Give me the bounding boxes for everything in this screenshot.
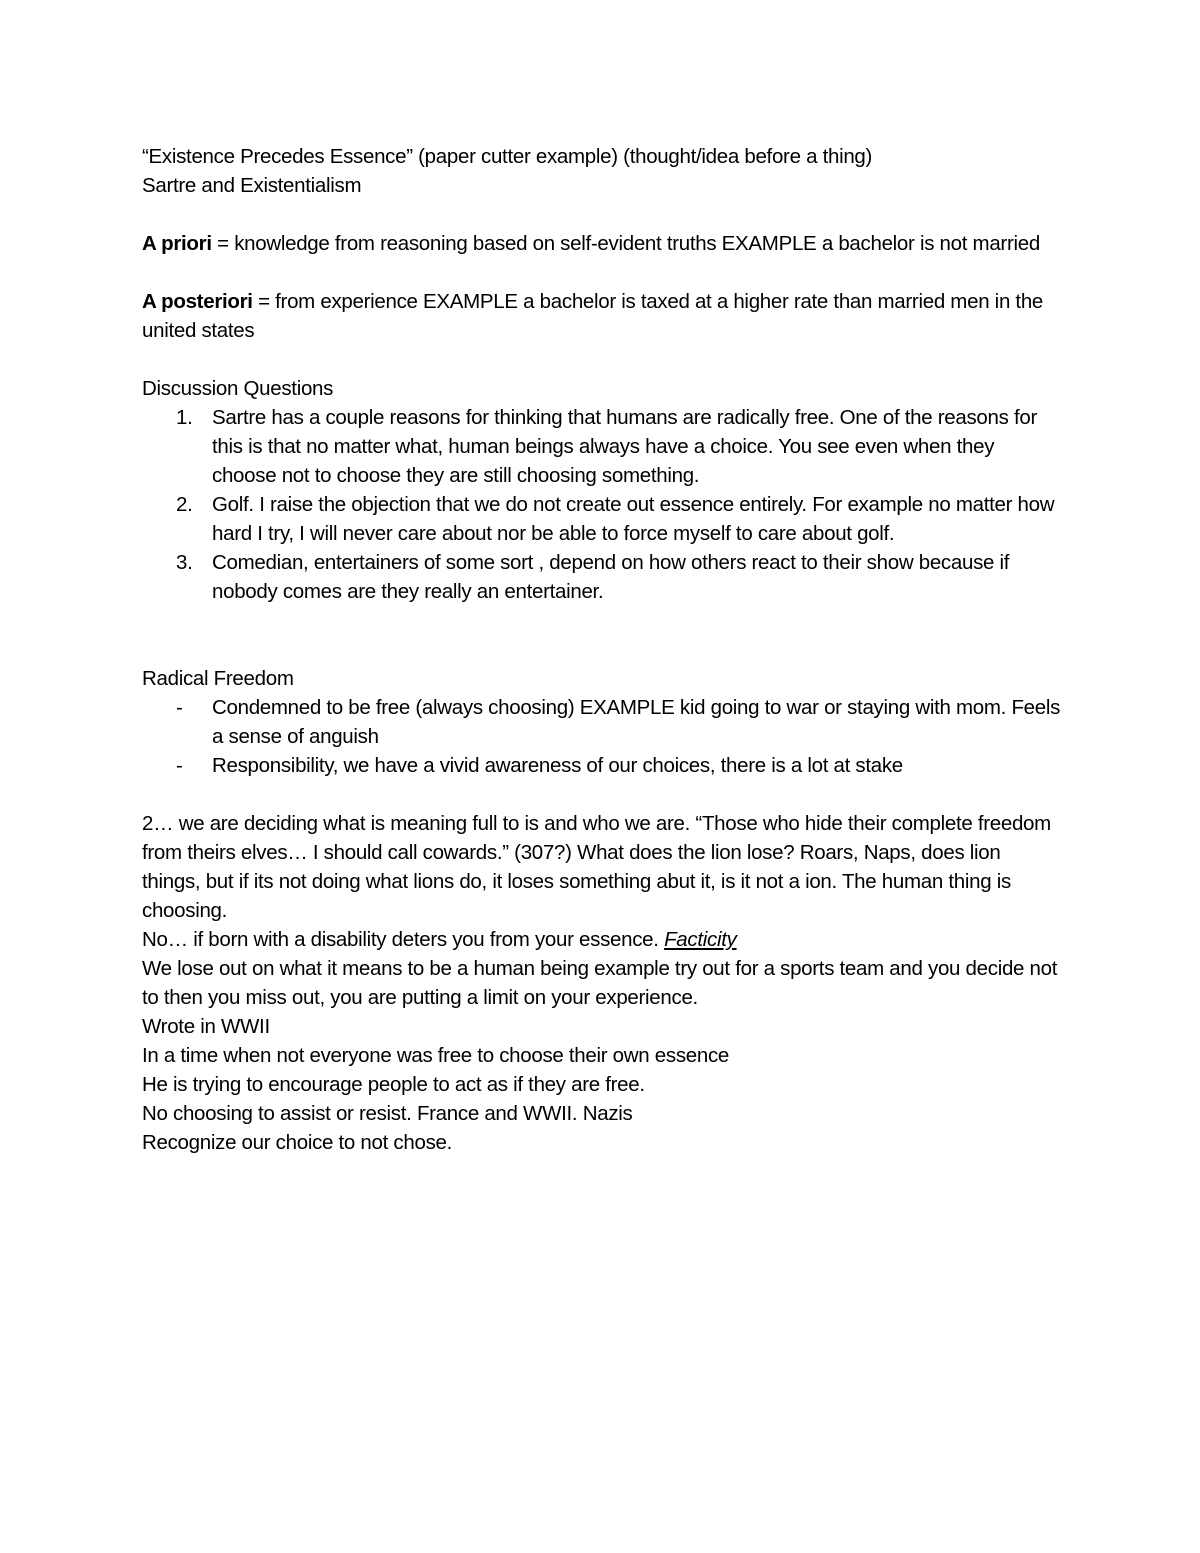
list-item — [142, 403, 1062, 490]
list-item — [142, 490, 1062, 548]
page-subtitle: Sartre and Existentialism — [142, 174, 362, 197]
list-item-text: Sartre has a couple reasons for thinking that humans are radically free. One of the reasons for this is that no matter what, human beings always have a choice. You see even when they choose not to choose they are still choosing something. — [212, 406, 1037, 487]
list-marker: 3. — [176, 551, 193, 574]
definition-a-priori — [142, 229, 1062, 258]
definition-term: A priori — [142, 232, 212, 255]
list-marker: 1. — [176, 406, 193, 429]
facticity-prefix: No… if born with a disability deters you from your essence. — [142, 928, 665, 951]
list-item — [142, 693, 1062, 751]
definition-a-posteriori — [142, 287, 1062, 345]
notes-paragraph: 2… we are deciding what is meaning full to is and who we are. “Those who hide their complete freedom from theirs elves… I should call cowards.” (307?) What does the lion lose? Roars, Naps, does lion things, but if its not doing what lions do, it loses something abut it, is it not a ion. The human thing is choosing. — [142, 812, 1051, 922]
list-item-text: Golf. I raise the objection that we do not create out essence entirely. For example no matter how hard I try, I will never care about nor be able to force myself to care about golf. — [212, 493, 1055, 545]
list-item-text: Condemned to be free (always choosing) EXAMPLE kid going to war or staying with mom. Feels a sense of anguish — [212, 696, 1061, 748]
page-title: “Existence Precedes Essence” (paper cutter example) (thought/idea before a thing) — [142, 145, 873, 168]
facticity-link[interactable]: Facticity — [664, 928, 737, 951]
definition-text: = knowledge from reasoning based on self-evident truths EXAMPLE a bachelor is not married — [211, 232, 1040, 255]
notes-line: He is trying to encourage people to act as if they are free. — [142, 1073, 645, 1096]
list-item-text: Comedian, entertainers of some sort , depend on how others react to their show because if nobody comes are they really an entertainer. — [212, 551, 1010, 603]
notes-line: Recognize our choice to not chose. — [142, 1131, 453, 1154]
list-item — [142, 548, 1062, 606]
discussion-heading: Discussion Questions — [142, 377, 334, 400]
facticity-line — [142, 925, 1062, 954]
list-marker: 2. — [176, 493, 193, 516]
notes-line: No choosing to assist or resist. France and WWII. Nazis — [142, 1102, 633, 1125]
definition-term: A posteriori — [142, 290, 253, 313]
notes-line: In a time when not everyone was free to choose their own essence — [142, 1044, 730, 1067]
notes-line: Wrote in WWII — [142, 1015, 270, 1038]
notes-line: We lose out on what it means to be a human being example try out for a sports team and you decide not to then you miss out, you are putting a limit on your experience. — [142, 957, 1058, 1009]
definition-text: = from experience EXAMPLE a bachelor is taxed at a higher rate than married men in the united states — [142, 290, 1044, 342]
radical-freedom-heading: Radical Freedom — [142, 667, 294, 690]
list-marker: - — [176, 754, 183, 777]
list-item-text: Responsibility, we have a vivid awareness of our choices, there is a lot at stake — [212, 754, 903, 777]
discussion-list — [142, 403, 1062, 606]
list-marker: - — [176, 696, 183, 719]
document-page — [142, 142, 1062, 1157]
list-item — [142, 751, 1062, 780]
radical-freedom-list — [142, 693, 1062, 780]
